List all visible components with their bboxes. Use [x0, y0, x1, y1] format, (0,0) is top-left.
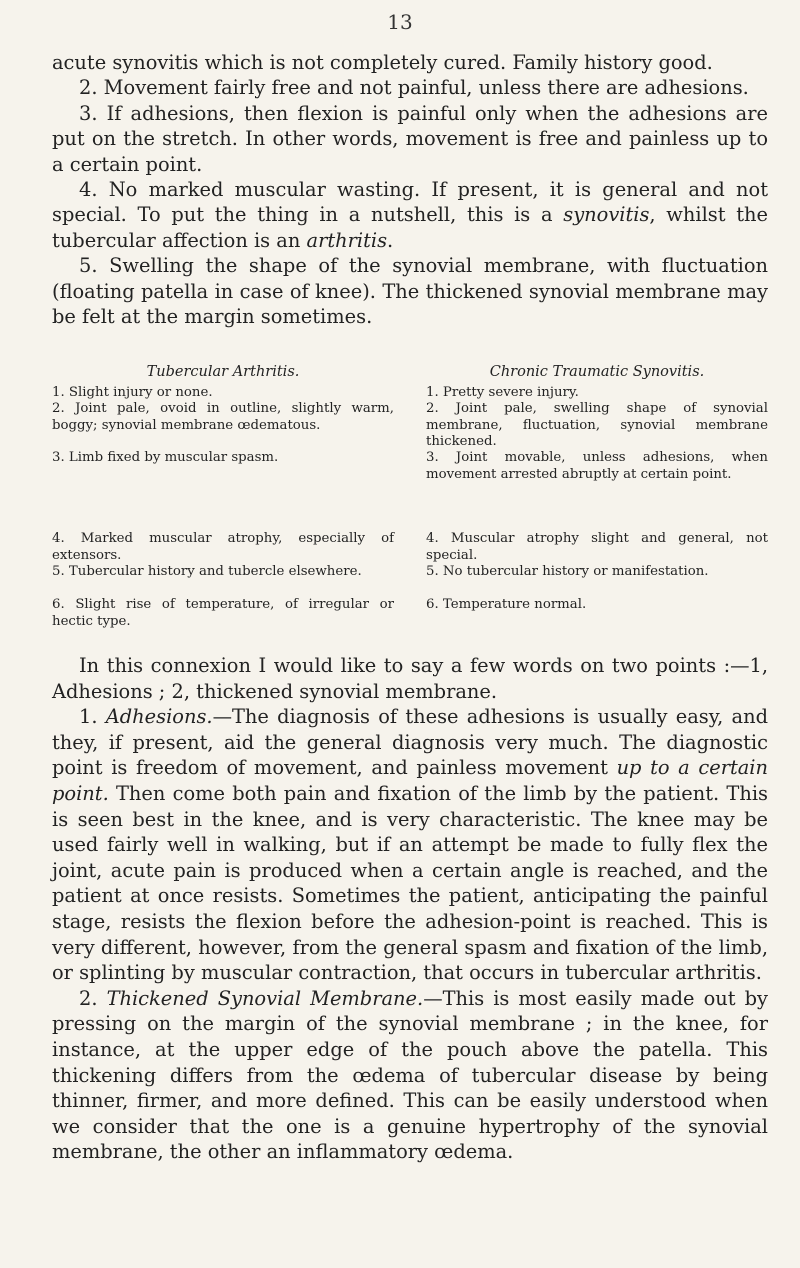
adhesions-text-b: Then come both pain and fixation of the limb by the patient. This is seen best in the knee, and is very characteristic. The knee may be used fairly well in walking, but if an attempt be made to fully flex the joint, acute pain is produced when a certain angle is reached, and the patient at once resists. Sometimes the patient, anticipating the painful stage, resists the flexion before the adhesion-point is reached. This is very different, however, from the general spasm and fixation of the limb, or splinting by muscular contraction, that occurs in tubercular arthritis. [52, 781, 768, 985]
left-row-6: 6. Slight rise of temperature, of irregular or hectic type. [52, 597, 394, 629]
column-title-left: Tubercular Arthritis. [146, 364, 300, 380]
comparison-table [52, 364, 768, 630]
left-row-3: 3. Limb fixed by muscular spasm. [52, 450, 279, 466]
column-title-right: Chronic Traumatic Synovitis. [489, 364, 705, 380]
point-4-text-b: , whilst the tubercular affection is an [52, 203, 768, 252]
membrane-number: 2. [79, 986, 107, 1010]
right-row-4: 4. Muscular atrophy slight and general, not special. [426, 531, 768, 563]
paragraph-point-4 [52, 177, 768, 253]
left-row-2: 2. Joint pale, ovoid in outline, slightly warm, boggy; synovial membrane œdematous. [52, 401, 394, 433]
paragraph-point-3: 3. If adhesions, then flexion is painful only when the adhesions are put on the stretch. In other words, movement is free and painless up to a certain point. [52, 101, 768, 176]
arthritis-emphasis: arthritis [306, 228, 388, 252]
paragraph-intro: In this connexion I would like to say a few words on two points :—1, Adhesions ; 2, thickened synovial membrane. [52, 654, 768, 703]
adhesions-number: 1. [79, 705, 106, 729]
paragraph-continuation: acute synovitis which is not completely cured. Family history good. [52, 51, 713, 74]
right-row-5: 5. No tubercular history or manifestation. [426, 564, 709, 580]
top-text-block [52, 50, 768, 329]
certain-point-emphasis: up to a certain point. [52, 756, 769, 805]
right-row-6: 6. Temperature normal. [426, 597, 587, 613]
point-4-text-a: 4. No marked muscular wasting. If present, it is general and not special. To put the thing in a nutshell, this is a [52, 178, 768, 227]
left-row-4: 4. Marked muscular atrophy, especially of extensors. [52, 531, 394, 563]
column-tubercular-arthritis [52, 364, 394, 630]
point-4-text-c: . [387, 228, 394, 252]
right-row-1: 1. Pretty severe injury. [426, 385, 579, 401]
column-chronic-traumatic-synovitis [426, 364, 768, 630]
left-row-5: 5. Tubercular history and tubercle elsewhere. [52, 564, 362, 580]
membrane-text: —This is most easily made out by pressing on the margin of the synovial membrane ; in the knee, for instance, at the upper edge of the pouch above the patella. This thickening differs from the œdema of tubercular disease by being thinner, firmer, and more defined. This can be easily understood when we consider that the one is a genuine hypertrophy of the synovial membrane, the other an inflammatory œdema. [52, 986, 768, 1164]
page-number: 13 [387, 10, 413, 34]
adhesions-text-a: —The diagnosis of these adhesions is usually easy, and they, if present, aid the general diagnosis very much. The diagnostic point is freedom of movement, and painless movement [52, 705, 768, 780]
right-row-3: 3. Joint movable, unless adhesions, when movement arrested abruptly at certain point. [426, 450, 768, 482]
right-row-2: 2. Joint pale, swelling shape of synovial membrane, fluctuation, synovial membrane thickened. [426, 401, 768, 449]
membrane-heading: Thickened Synovial Membrane. [106, 986, 424, 1010]
paragraph-adhesions [52, 704, 768, 986]
paragraph-point-2: 2. Movement fairly free and not painful, unless there are adhesions. [79, 76, 749, 100]
left-row-1: 1. Slight injury or none. [52, 385, 213, 401]
paragraph-thickened-membrane [52, 986, 768, 1165]
synovitis-emphasis: synovitis [563, 203, 650, 227]
paragraph-point-5: 5. Swelling the shape of the synovial membrane, with fluctuation (floating patella in case of knee). The thickened synovial membrane may be felt at the margin sometimes. [52, 254, 768, 329]
adhesions-heading: Adhesions. [105, 705, 213, 729]
bottom-text-block [52, 653, 768, 1165]
